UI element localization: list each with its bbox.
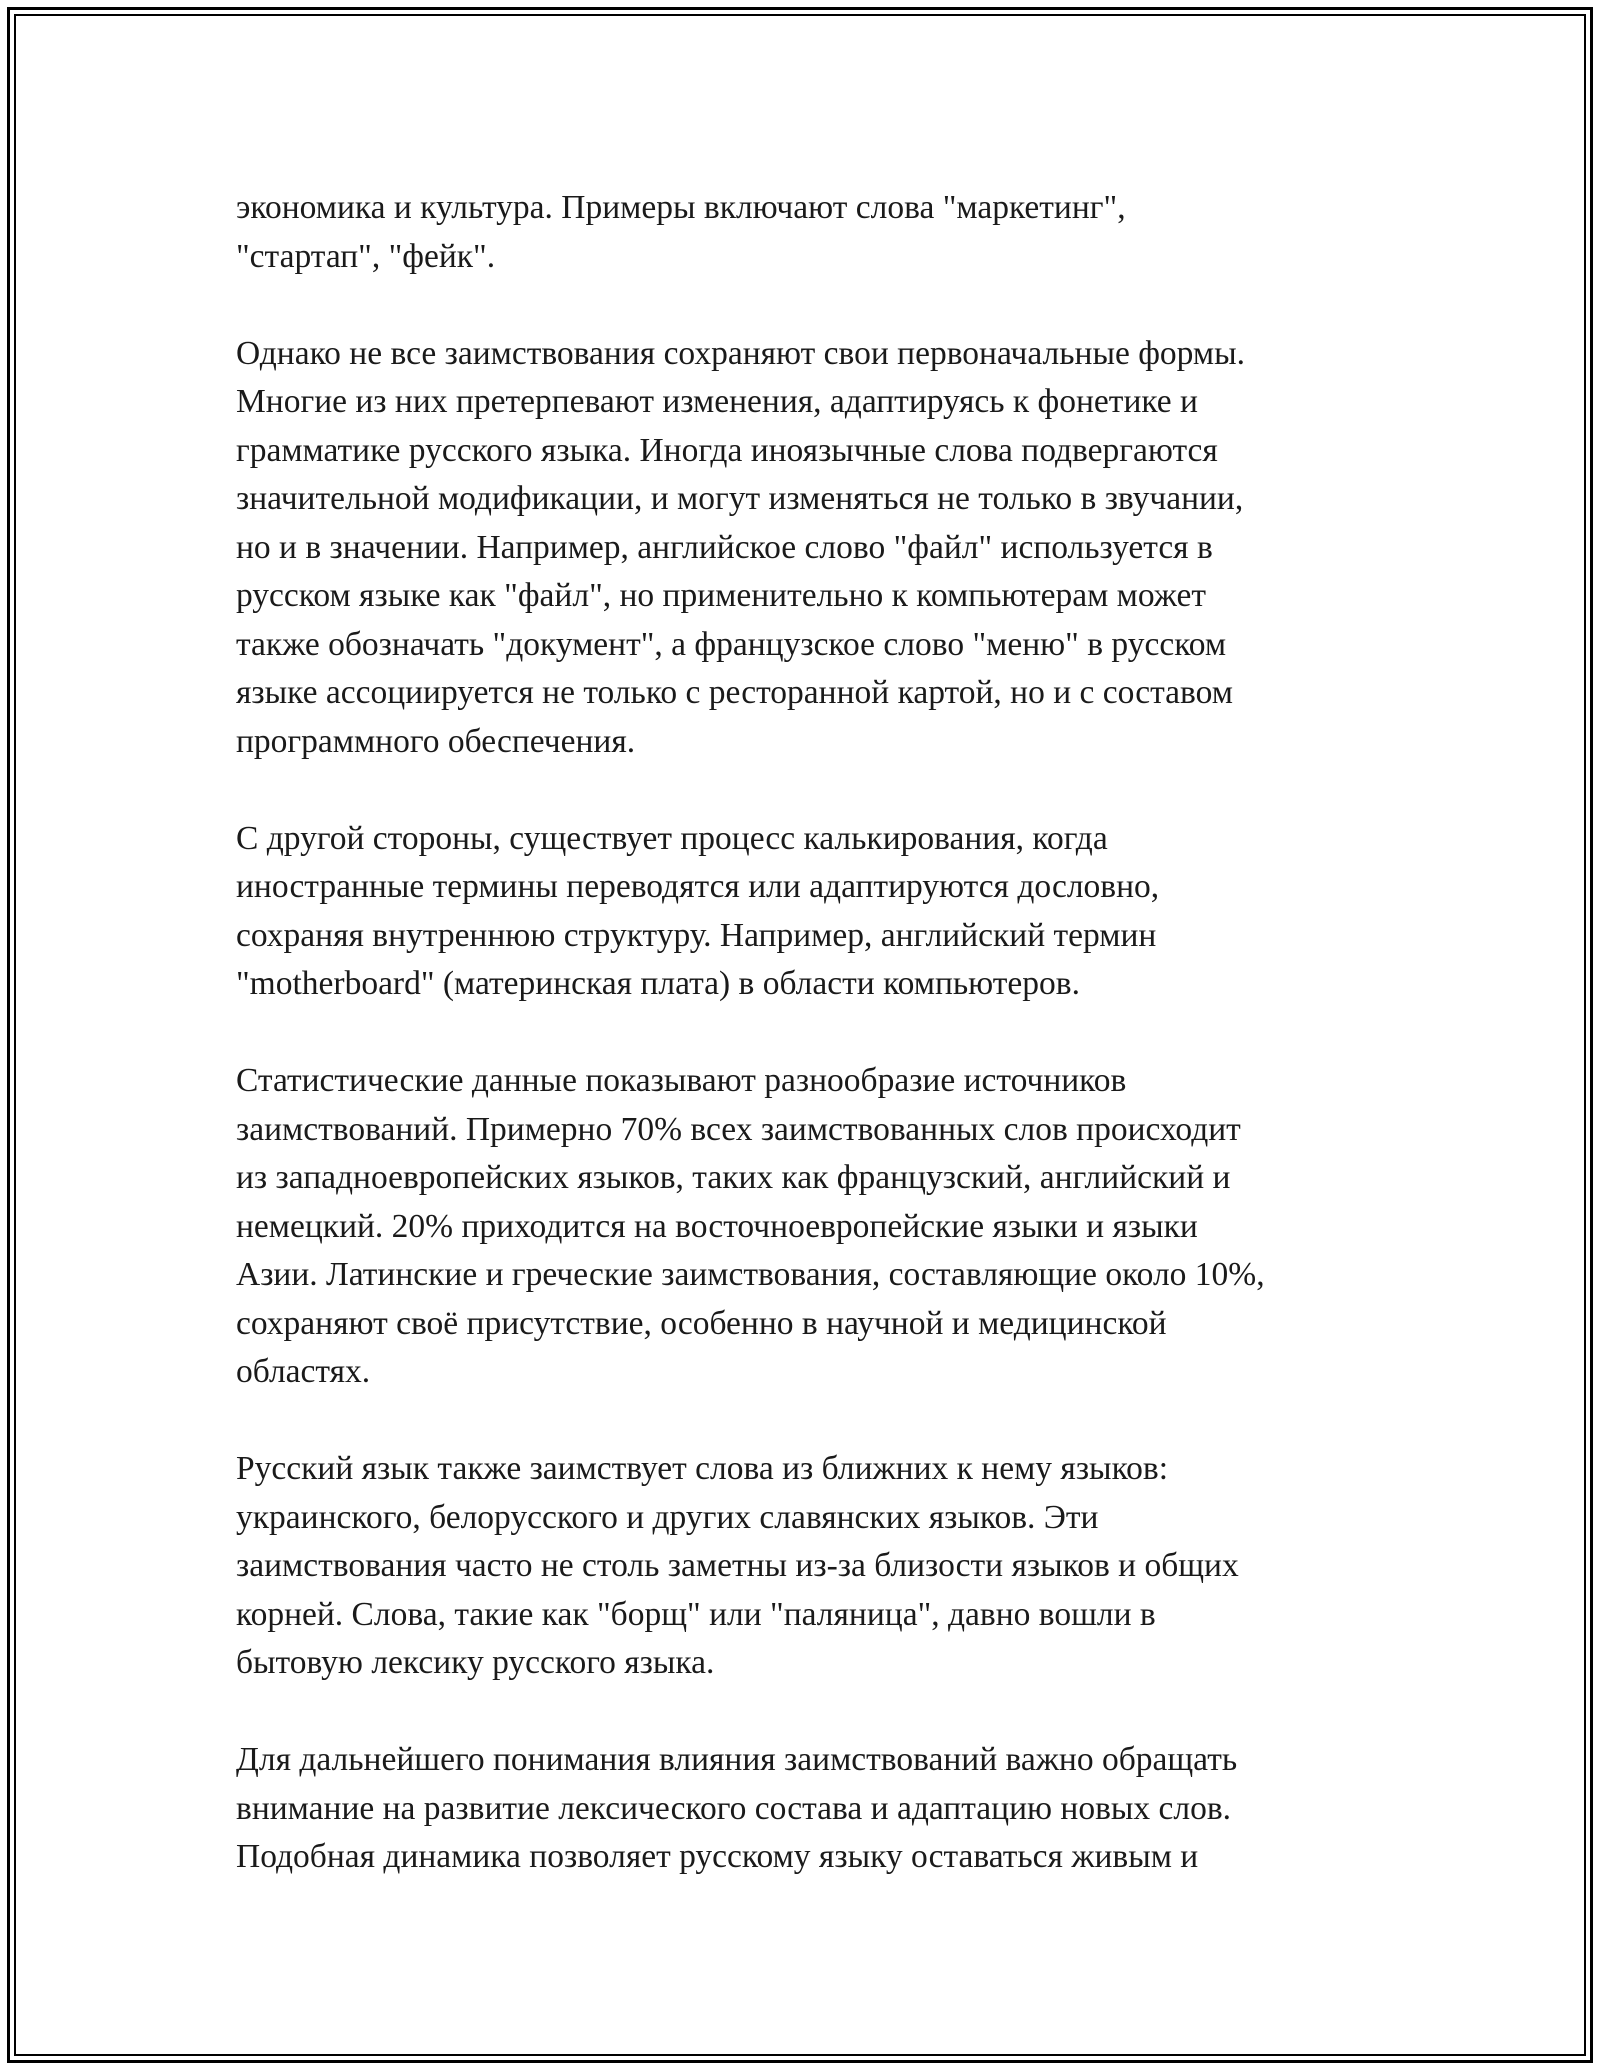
paragraph-6: Для дальнейшего понимания влияния заимствований важно обращать внимание на развитие лексического состава и адаптацию новых слов. Подобная динамика позволяет русскому языку оставаться живым и (236, 1741, 1238, 1875)
paragraph-5: Русский язык также заимствует слова из ближних к нему языков: украинского, белорусского и других славянских языков. Эти заимствования часто не столь заметны из-за близости языков и общих корней. Слова, такие как "борщ" или "паляница", давно вошли в бытовую лексику русского языка. (236, 1450, 1239, 1681)
paragraph-3: С другой стороны, существует процесс калькирования, когда иностранные термины переводятся или адаптируются дословно, сохраняя внутреннюю структуру. Например, английский термин "motherboard" (материнская плата) в области компьютеров. (236, 819, 1160, 1002)
paragraph-4: Статистические данные показывают разнообразие источников заимствований. Примерно 70% всех заимствованных слов происходит из западноевропейских языков, таких как французский, английский и немецкий. 20% приходится на восточноевропейские языки и языки Азии. Латинские и греческие заимствования, составляющие около 10%, сохраняют своё присутствие, особенно в научной и медицинской областях. (236, 1062, 1265, 1390)
paragraph-2: Однако не все заимствования сохраняют свои первоначальные формы. Многие из них претерпевают изменения, адаптируясь к фонетике и грамматике русского языка. Иногда иноязычные слова подвергаются значительной модификации, и могут изменяться не только в звучании, но и в значении. Например, английское слово "файл" используется в русском языке как "файл", но применительно к компьютерам может также обозначать "документ", а французское слово "меню" в русском языке ассоциируется не только с ресторанной картой, но и с составом программного обеспечения. (236, 334, 1245, 760)
document-body (236, 184, 1376, 1882)
paragraph-1: экономика и культура. Примеры включают слова "маркетинг", "стартап", "фейк". (236, 189, 1126, 275)
